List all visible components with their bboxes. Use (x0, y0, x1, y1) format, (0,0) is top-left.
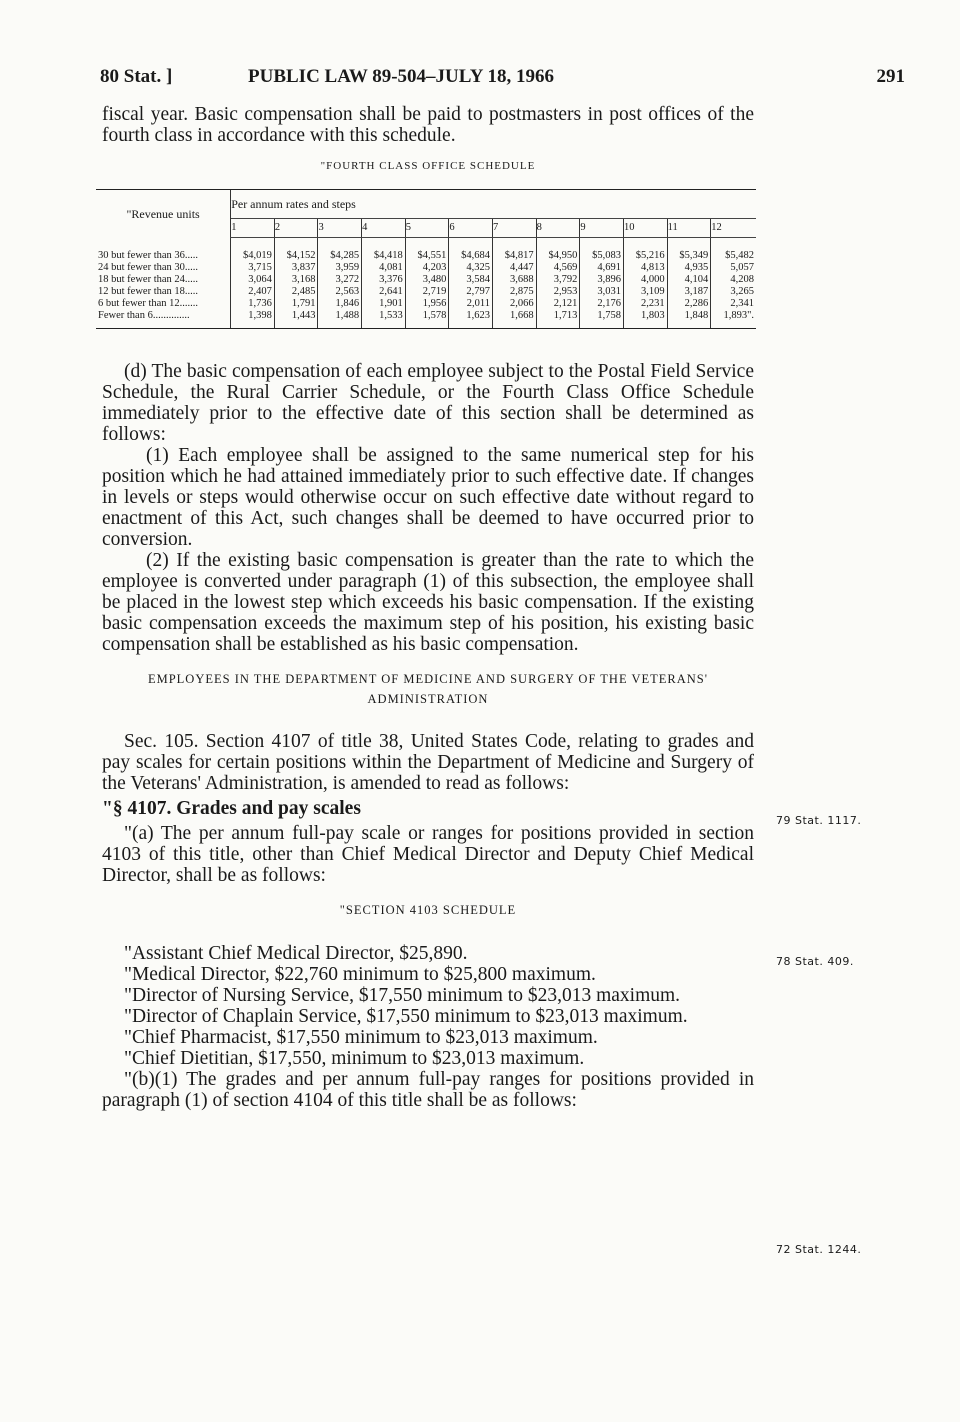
rate-cell: 3,584 (449, 274, 493, 286)
rate-cell: 3,031 (580, 286, 624, 298)
rate-cell: $4,019 (231, 238, 275, 263)
row-header: "Revenue units (96, 190, 231, 238)
rate-cell: $5,349 (667, 238, 711, 263)
rate-cell: 1,398 (231, 310, 275, 329)
rate-cell: $4,551 (405, 238, 449, 263)
rate-cell: 2,231 (623, 298, 667, 310)
rate-cell: 2,011 (449, 298, 493, 310)
schedule-list (102, 943, 754, 1069)
rate-cell: $4,950 (536, 238, 580, 263)
margin-note: 79 Stat. 1117. (776, 814, 862, 827)
rate-cell: 2,286 (667, 298, 711, 310)
rate-cell: 4,208 (711, 274, 756, 286)
rate-cell: 1,803 (623, 310, 667, 329)
step-header: 5 (405, 219, 449, 238)
rate-cell: 1,713 (536, 310, 580, 329)
rate-cell: 1,758 (580, 310, 624, 329)
revenue-units-label: 24 but fewer than 30..... (98, 262, 199, 273)
rate-cell: 2,407 (231, 286, 275, 298)
schedule-title: "SECTION 4103 SCHEDULE (339, 903, 517, 917)
rate-cell: 1,443 (274, 310, 318, 329)
step-header: 4 (362, 219, 406, 238)
rate-cell: 1,956 (405, 298, 449, 310)
table-caption: "FOURTH CLASS OFFICE SCHEDULE (320, 160, 536, 172)
rate-cell: 1,901 (362, 298, 406, 310)
rate-cell: 4,447 (493, 262, 537, 274)
rate-cell: $4,817 (493, 238, 537, 263)
rate-cell: 4,325 (449, 262, 493, 274)
rate-cell: 1,736 (231, 298, 275, 310)
rate-cell: $5,083 (580, 238, 624, 263)
paragraph-d: (d) The basic compensation of each employee subject to the Postal Field Service Schedule, the Rural Carrier Schedule, or the Fourth Class Office Schedule immediately prior to the effective date of this section shall be determined as follows: (102, 361, 754, 445)
rate-cell: 4,691 (580, 262, 624, 274)
section-105: Sec. 105. Section 4107 of title 38, United States Code, relating to grades and pay scales for certain positions within the Department of Medicine and Surgery of the Veterans' Administration, is amended to read as follows: (102, 731, 754, 794)
rate-cell: 1,791 (274, 298, 318, 310)
rate-cell: 3,837 (274, 262, 318, 274)
schedule-entry: "Chief Pharmacist, $17,550 minimum to $23,013 maximum. (124, 1027, 598, 1048)
rate-cell: 4,081 (362, 262, 406, 274)
rate-cell: 1,846 (318, 298, 362, 310)
paragraph-1: (1) Each employee shall be assigned to the same numerical step for his position which he had attained immediately prior to such effective date. If changes in levels or steps would otherwise occur on such effective date without regard to enactment of this Act, such changes shall be deemed to have occurred prior to conversion. (102, 445, 754, 550)
rate-cell: 1,668 (493, 310, 537, 329)
revenue-units-label: Fewer than 6.............. (96, 310, 231, 329)
section-heading: EMPLOYEES IN THE DEPARTMENT OF MEDICINE AND SURGERY OF THE VETERANS' ADMINISTRATION (147, 672, 709, 706)
rate-cell: 3,959 (318, 262, 362, 274)
margin-note: 78 Stat. 409. (776, 955, 854, 968)
rate-cell: 1,623 (449, 310, 493, 329)
revenue-units-label: 12 but fewer than 18..... (98, 286, 199, 297)
rate-cell: $4,418 (362, 238, 406, 263)
revenue-units-label: 18 but fewer than 24..... (98, 274, 199, 285)
revenue-units-label: 30 but fewer than 36..... (98, 249, 199, 261)
rate-cell: 3,792 (536, 274, 580, 286)
rate-cell: 3,688 (493, 274, 537, 286)
page-number: 291 (876, 66, 905, 87)
body-text (98, 104, 754, 1111)
step-header: 8 (536, 219, 580, 238)
rate-cell: $5,482 (711, 238, 756, 263)
section-title: "§ 4107. Grades and pay scales (102, 798, 361, 819)
rate-cell: 3,376 (362, 274, 406, 286)
step-header: 2 (274, 219, 318, 238)
step-header: 10 (623, 219, 667, 238)
rate-cell: 2,341 (711, 298, 756, 310)
schedule-entry: "Director of Chaplain Service, $17,550 minimum to $23,013 maximum. (124, 1006, 688, 1027)
table-row (96, 238, 756, 263)
step-header: 3 (318, 219, 362, 238)
rate-cell: 1,488 (318, 310, 362, 329)
header-volume: 80 Stat. ] (100, 66, 173, 87)
rate-cell: 3,272 (318, 274, 362, 286)
header-title: PUBLIC LAW 89-504–JULY 18, 1966 (248, 66, 554, 87)
step-header: 9 (580, 219, 624, 238)
rate-cell: $5,216 (623, 238, 667, 263)
rate-cell: 4,104 (667, 274, 711, 286)
rate-cell: 3,109 (623, 286, 667, 298)
fourth-class-schedule-table (96, 189, 756, 329)
rate-cell: 2,563 (318, 286, 362, 298)
rate-cell: 4,935 (667, 262, 711, 274)
rate-cell: 1,533 (362, 310, 406, 329)
rate-cell: 2,176 (580, 298, 624, 310)
rate-cell: 1,848 (667, 310, 711, 329)
paragraph-a: "(a) The per annum full-pay scale or ranges for positions provided in section 4103 of this title, other than Chief Medical Director and Deputy Chief Medical Director, shall be as follows: (102, 823, 754, 886)
rate-cell: 1,893". (711, 310, 756, 329)
rate-cell: 2,953 (536, 286, 580, 298)
rate-cell: $4,285 (318, 238, 362, 263)
step-header: 1 (231, 219, 275, 238)
rate-cell: 2,875 (493, 286, 537, 298)
rate-cell: 3,265 (711, 286, 756, 298)
step-header: 6 (449, 219, 493, 238)
rate-cell: 3,896 (580, 274, 624, 286)
margin-note: 72 Stat. 1244. (776, 1243, 862, 1256)
table-row (96, 262, 756, 274)
rate-cell: 2,797 (449, 286, 493, 298)
rate-cell: 2,719 (405, 286, 449, 298)
paragraph-2: (2) If the existing basic compensation is greater than the rate to which the employee is converted under paragraph (1) of this subsection, the employee shall be placed in the lowest step which exceeds his basic compensation. If the existing basic compensation exceeds the maximum step of his position, his existing basic compensation shall be established as his basic compensation. (102, 550, 754, 655)
step-header: 11 (667, 219, 711, 238)
group-header: Per annum rates and steps (231, 190, 756, 219)
rate-cell: 2,641 (362, 286, 406, 298)
table-row (96, 310, 756, 329)
rate-cell: 4,203 (405, 262, 449, 274)
rate-cell: 5,057 (711, 262, 756, 274)
revenue-units-label: 6 but fewer than 12....... (98, 298, 199, 309)
rate-cell: 3,187 (667, 286, 711, 298)
rate-cell: 3,715 (231, 262, 275, 274)
step-header: 12 (711, 219, 756, 238)
table-row (96, 286, 756, 298)
rate-cell: 4,569 (536, 262, 580, 274)
rate-cell: 3,168 (274, 274, 318, 286)
rate-cell: 4,813 (623, 262, 667, 274)
rate-cell: 2,121 (536, 298, 580, 310)
step-header: 7 (493, 219, 537, 238)
rate-cell: 2,066 (493, 298, 537, 310)
paragraph-b: "(b)(1) The grades and per annum full-pay ranges for positions provided in paragraph (1) of section 4104 of this title shall be as follows: (102, 1069, 754, 1111)
rate-cell: 1,578 (405, 310, 449, 329)
rate-cell: 2,485 (274, 286, 318, 298)
rate-cell: 4,000 (623, 274, 667, 286)
schedule-entry: "Assistant Chief Medical Director, $25,890. (124, 943, 468, 964)
schedule-entry: "Medical Director, $22,760 minimum to $25,800 maximum. (124, 964, 596, 985)
schedule-entry: "Chief Dietitian, $17,550, minimum to $23,013 maximum. (124, 1048, 585, 1069)
rate-cell: $4,684 (449, 238, 493, 263)
schedule-entry: "Director of Nursing Service, $17,550 minimum to $23,013 maximum. (124, 985, 681, 1006)
rate-cell: 3,064 (231, 274, 275, 286)
intro-paragraph: fiscal year. Basic compensation shall be paid to postmasters in post offices of the fourth class in accordance with this schedule. (102, 104, 754, 146)
rate-cell: $4,152 (274, 238, 318, 263)
rate-cell: 3,480 (405, 274, 449, 286)
table-row (96, 298, 756, 310)
table-row (96, 274, 756, 286)
